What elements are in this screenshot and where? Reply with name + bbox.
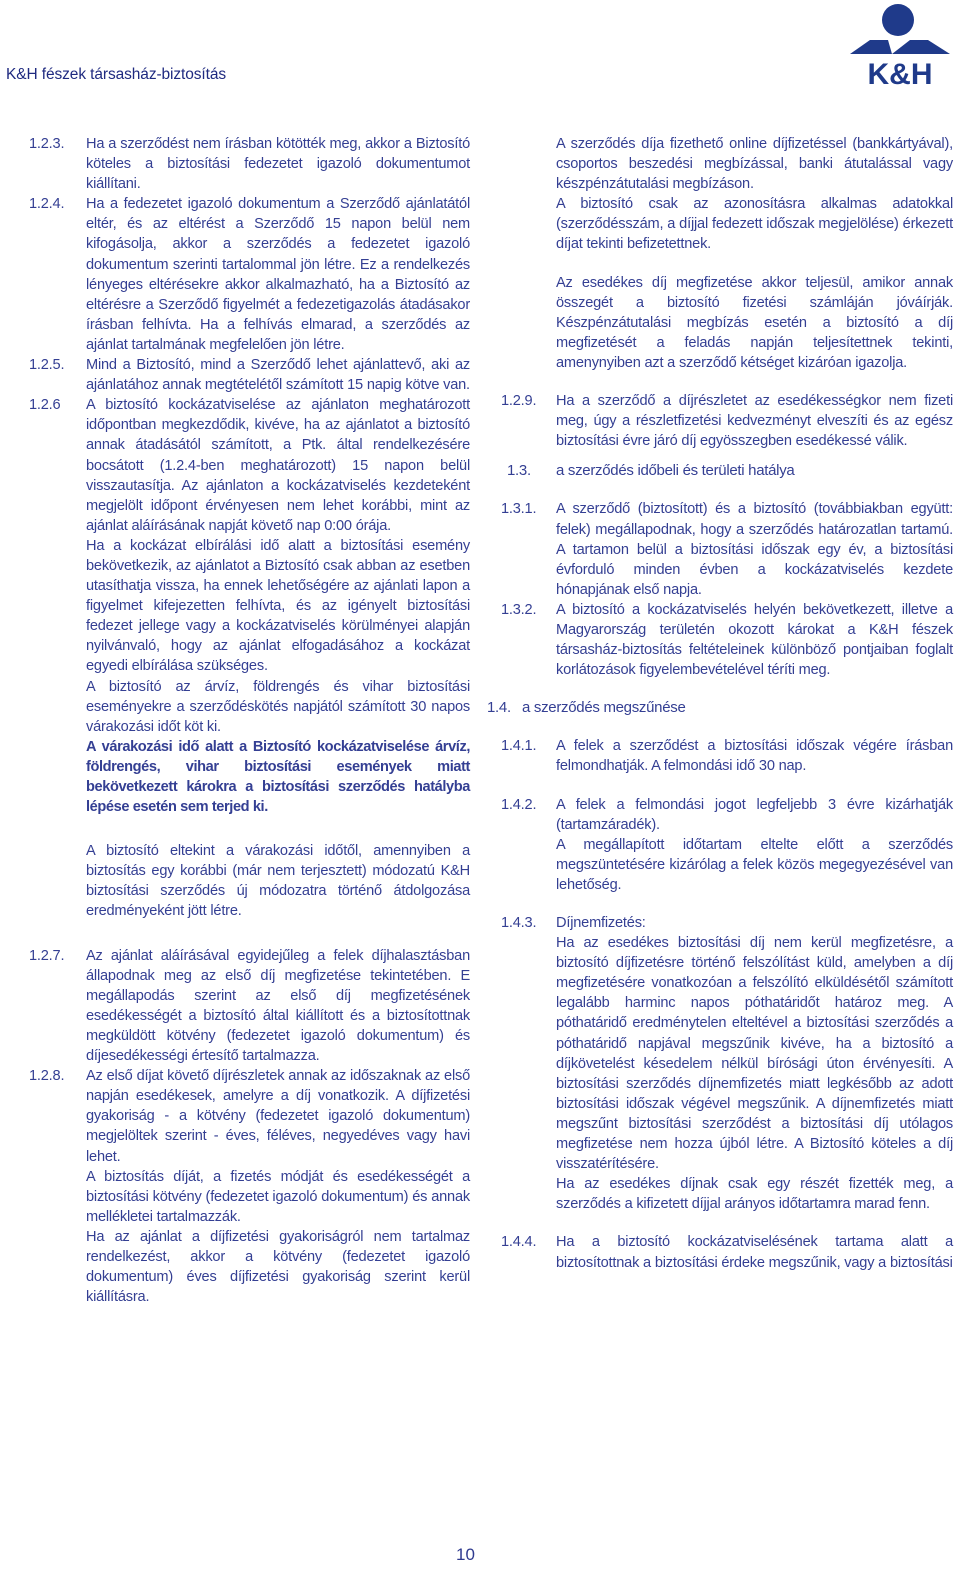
clause-1-2-5: [29, 355, 470, 395]
clause-1-3-2: [487, 600, 953, 680]
clause-1-2-8: [29, 1066, 470, 1166]
clause-1-4-1: [487, 736, 953, 776]
clause-1-2-9: [487, 391, 953, 451]
clause-text: Díjnemfizetés:: [556, 915, 646, 931]
clause-text: A felek a szerződést a biztosítási időszak végére írásban felmondhatják. A felmondási idő 30 nap.: [556, 738, 953, 775]
clause-number: 1.4.4.: [501, 1234, 537, 1251]
clause-number: 1.4.3.: [501, 915, 537, 931]
clause-number: 1.3.1.: [501, 501, 537, 518]
section-title: a szerződés időbeli és területi hatálya: [556, 462, 795, 480]
section-number: 1.4.: [487, 699, 511, 717]
clause-number: 1.2.8.: [29, 1068, 65, 1085]
clause-number: 1.2.4.: [29, 196, 65, 213]
clause-1-2-7: [29, 946, 470, 1067]
clause-1-2-3: [29, 134, 470, 194]
clause-text: A felek a felmondási jogot legfeljebb 3 évre kizárhatják (tartamzáradék).: [556, 796, 953, 833]
right-column: [487, 134, 953, 1273]
clause-text: Ha a biztosító kockázatviselésének tartama alatt a biztosítottnak a biztosítási érdeke megszűnik, vagy a biztosítási: [556, 1234, 953, 1271]
clause-1-4-4: [487, 1232, 953, 1272]
clause-text: Ha a szerződést nem írásban kötötték meg, akkor a Biztosító köteles a biztosítási fedezetet igazoló dokumentumot kiállítani.: [86, 136, 470, 193]
paragraph: Ha az esedékes biztosítási díj nem kerül megfizetésre, a biztosító díjfizetésre történő felszólítást küld, amelyben a díj megfizetésére vonatkozóan a felszólító elküldésétől számított legalább harminc napos póthatáridőt határoz meg. A póthatáridő eredménytelen elteltével a biztosítási szerződés a póthatáridő napjával megszűnik kivéve, ha a biztosító a díjkövetelést késedelem nélkül bírósági úton érvényesíti. A biztosítási szerződés díjnemfizetés miatt legkésőbb az adott biztosítási időszak végével megszűnik. A díjnemfizetés miatt megszűnt biztosítási szerződést a biztosítási díj utólagos megfizetése nem hozza újból létre. A Biztosító köteles a díj visszatérítésére.: [556, 935, 953, 1173]
paragraph: A biztosító eltekint a várakozási időtől, amennyiben a biztosítás egy korábbi (már nem terjesztett) módozatú K&H biztosítási szerződés új módozatra történő átdolgozása eredményeként jött létre.: [86, 843, 470, 920]
left-column: [29, 134, 470, 1307]
clause-1-2-4: [29, 194, 470, 355]
clause-text: A szerződő (biztosított) és a biztosító (továbbiakban együtt: felek) megállapodnak, hogy a szerződés határozatlan tartamú. A tartamon belül a biztosítási időszak egy év, a biztosítási évforduló minden évben a kockázatviselés kezdete hónapjának első napja.: [556, 501, 953, 598]
clause-text: Ha a szerződő a díjrészletet az esedékességkor nem fizeti meg, úgy a részletfizetési kedvezményt elveszíti és az egész biztosítási évre járó díj egyösszegben esedékessé válik.: [556, 393, 953, 450]
clause-number: 1.2.6: [29, 397, 61, 414]
clause-number: 1.4.1.: [501, 738, 537, 755]
clause-1-4-3: [487, 913, 953, 933]
clause-number: 1.2.5.: [29, 357, 65, 374]
clause-text: Mind a Biztosító, mind a Szerződő lehet ajánlattevő, aki az ajánlatához annak megtételétől számított 15 napig kötve van.: [86, 357, 470, 394]
kh-logo: [848, 2, 952, 88]
page-number: 10: [456, 1545, 475, 1564]
section-heading-1-3: [487, 461, 953, 481]
clause-number: 1.3.2.: [501, 601, 537, 618]
paragraph: A szerződés díja fizethető online díjfizetéssel (bankkártyával), csoportos beszedési megbízással, banki átutalással vagy készpénzátutalási megbízáson.: [556, 136, 953, 193]
clause-number: 1.2.9.: [501, 393, 537, 410]
clause-1-3-1: [487, 499, 953, 599]
paragraph: A biztosító csak az azonosításra alkalmas adatokkal (szerződésszám, a díjjal fedezett időszak megjelölése) érkezett díjat tekinti befizetettnek.: [556, 196, 953, 253]
paragraph: Ha a kockázat elbírálási idő alatt a biztosítási esemény bekövetkezik, az ajánlatot a Biztosító csak abban az esetben utasíthatja vissza, ha ennek lehetőségére az ajánlati lapon a figyelmet kifejezetten felhívta, és az igényelt biztosítási fedezet jellege vagy a kockázatviselés körülményei alapján nyilvánvaló, hogy az ajánlat elfogadásához a kockázat egyedi elbírálása szükséges.: [86, 537, 470, 675]
paragraph: Ha az ajánlat a díjfizetési gyakoriságról nem tartalmaz rendelkezést, akkor a kötvény (fedezetet igazoló dokumentum) éves díjfizetési gyakoriság szerint kerül kiállításra.: [86, 1228, 470, 1306]
clause-text: Az első díjat követő díjrészletek annak az időszaknak az első napján esedékesek, amelyre a díj vonatkozik. A díjfizetési gyakoriság - a kötvény (fedezetet igazoló dokumentum) megjelöltek szerint - éves, féléves, negyedéves vagy havi lehet.: [86, 1068, 470, 1165]
bold-notice: A várakozási idő alatt a Biztosító kockázatviselése árvíz, földrengés, vihar biztosítási események miatt bekövetkezett károkra a biztosítási szerződés hatályba lépése esetén sem terjed ki.: [86, 738, 470, 816]
clause-number: 1.2.7.: [29, 947, 65, 964]
paragraph: Az esedékes díj megfizetése akkor teljesül, amikor annak összegét a biztosító fizetési számláján jóváírják. Készpénzátutalási megbízás esetén a biztosító a díj megfizetését a feladás napján teljesítettnek tekinti, amenynyiben azt a szerződő kétséget kizáróan igazolja.: [556, 274, 953, 371]
section-heading-1-4: [487, 698, 953, 718]
section-title: a szerződés megszűnése: [522, 699, 686, 717]
logo-text: K&H: [867, 58, 933, 88]
section-number: 1.3.: [507, 462, 531, 480]
clause-text: A biztosító kockázatviselése az ajánlaton meghatározott időpontban megkezdődik, kivéve, ha az ajánlatot a biztosító annak átadásától számított, a Ptk. által rendelkezésére bocsátott (1.2.4-ben meghatározott) 15 napon belül visszautasítja. Az ajánlaton a kockázatviselés kezdeteként megjelölt időpont érvényesen nem lehet korábbi, mint az ajánlat aláírásának napját követő nap 0:00 órája.: [86, 397, 470, 534]
clause-number: 1.2.3.: [29, 136, 65, 152]
clause-1-2-6: [29, 395, 470, 536]
clause-text: Az ajánlat aláírásával egyidejűleg a felek díjhalasztásban állapodnak meg az első díj megfizetése tekintetében. E megállapodás szerint az első díj megfizetésének esedékességét a biztosító által kiállított és a biztosítottnak megküldött kötvény (fedezetet igazoló dokumentum) és díjesedékességi értesítő tartalmazza.: [86, 947, 470, 1065]
paragraph: Ha az esedékes díjnak csak egy részét fizették meg, a szerződés a kifizetett díjjal arányos időtartamra marad fenn.: [556, 1176, 953, 1213]
clause-1-4-2: [487, 795, 953, 835]
document-title: K&H fészek társasház-biztosítás: [6, 66, 227, 83]
clause-text: Ha a fedezetet igazoló dokumentum a Szerződő ajánlatától eltér, és az eltérést a Szerződő 15 napon belül nem kifogásolja, akkor a szerződés a fedezetet igazoló dokumentum szerinti tartalommal jön létre. Ez a rendelkezés lényeges eltérésekre akkor alkalmazható, ha a Biztosító az eltérésre a Szerződő figyelmét a fedezetigazolás átadásakor írásban felhívta. Ha a felhívás elmarad, a szerződés az ajánlat tartalmának megfelelően jön létre.: [86, 196, 470, 353]
paragraph: A biztosítás díját, a fizetés módját és esedékességét a biztosítási kötvény (fedezetet igazoló dokumentum) és annak mellékletei tartalmazzák.: [86, 1168, 470, 1225]
paragraph: A megállapított időtartam eltelte előtt a szerződés megszüntetésére kizárólag a felek közös megegyezésével van lehetőség.: [556, 836, 953, 893]
clause-text: A biztosító a kockázatviselés helyén bekövetkezett, illetve a Magyarország területén okozott károkat a K&H fészek társasház-biztosítás feltételeinek különböző pontjaiban foglalt korlátozások figyelembevételével téríti meg.: [556, 601, 953, 679]
clause-number: 1.4.2.: [501, 796, 537, 813]
paragraph: A biztosító az árvíz, földrengés és vihar biztosítási eseményekre a szerződéskötés napjától számított 30 napos várakozási időt köt ki.: [86, 678, 470, 735]
